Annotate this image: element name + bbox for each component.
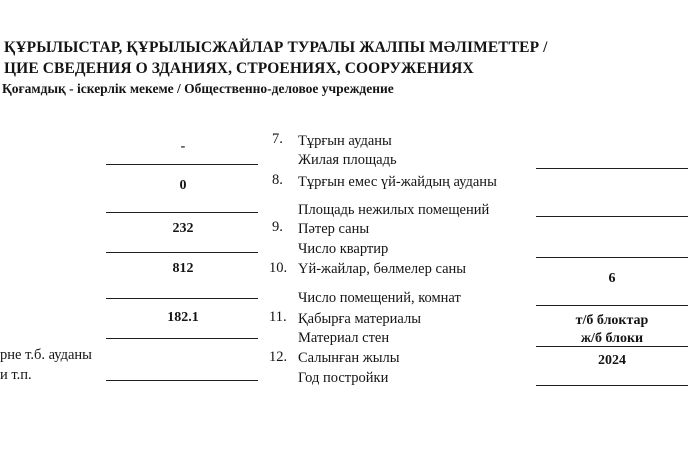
left-value-1: - — [180, 139, 186, 154]
field-9-underline — [536, 257, 688, 258]
field-11-underline — [536, 346, 688, 347]
field-12-value: 2024 — [598, 353, 626, 368]
field-7-label-ru: Жилая площадь — [298, 152, 397, 168]
left-value-3: 232 — [172, 221, 194, 236]
left-tail-ru: и т.п. — [0, 367, 32, 383]
field-7-label-kz: Тұрғын ауданы — [298, 133, 392, 149]
field-12-label-kz: Салынған жылы — [298, 350, 400, 366]
field-11-label-ru: Материал стен — [298, 330, 390, 346]
header-title-ru: ЦИЕ СВЕДЕНИЯ О ЗДАНИЯХ, СТРОЕНИЯХ, СООРУЖЕНИЯХ — [4, 60, 474, 77]
field-11-value-ru: ж/б блоки — [580, 331, 644, 346]
field-8-label-kz: Тұрғын емес үй-жайдың ауданы — [298, 174, 497, 190]
field-10-label-ru: Число помещений, комнат — [298, 290, 461, 306]
field-8-label-ru: Площадь нежилых помещений — [298, 202, 490, 218]
field-9-label-kz: Пәтер саны — [298, 221, 370, 237]
left-underline-6 — [106, 380, 258, 381]
left-underline-5 — [106, 338, 258, 339]
left-tail-kz: рне т.б. ауданы — [0, 347, 92, 363]
left-underline-1 — [106, 164, 258, 165]
left-underline-3 — [106, 252, 258, 253]
field-8-number: 8. — [272, 172, 283, 188]
field-10-underline — [536, 305, 688, 306]
left-value-4: 812 — [172, 261, 194, 276]
left-value-2: 0 — [179, 178, 187, 193]
field-12-underline — [536, 385, 688, 386]
field-12-label-ru: Год постройки — [298, 370, 389, 386]
left-value-5: 182.1 — [167, 310, 199, 325]
field-10-number: 10. — [269, 260, 288, 276]
field-11-number: 11. — [269, 309, 287, 325]
field-7-number: 7. — [272, 131, 283, 147]
field-8-underline — [536, 216, 688, 217]
left-underline-4 — [106, 298, 258, 299]
field-11-label-kz: Қабырға материалы — [298, 311, 421, 327]
field-10-label-kz: Үй-жайлар, бөлмелер саны — [298, 261, 467, 277]
header-subtitle: Қоғамдық - іскерлік мекеме / Общественно-деловое учреждение — [2, 81, 394, 96]
field-9-number: 9. — [272, 219, 283, 235]
header-title-kz: ҚҰРЫЛЫСТАР, ҚҰРЫЛЫСЖАЙЛАР ТУРАЛЫ ЖАЛПЫ МӘЛІМЕТТЕР / — [4, 39, 548, 56]
field-10-value: 6 — [608, 271, 616, 286]
field-9-label-ru: Число квартир — [298, 241, 389, 257]
field-11-value-kz: т/б блоктар — [575, 313, 649, 328]
field-7-underline — [536, 168, 688, 169]
left-underline-2 — [106, 212, 258, 213]
field-12-number: 12. — [269, 349, 288, 365]
